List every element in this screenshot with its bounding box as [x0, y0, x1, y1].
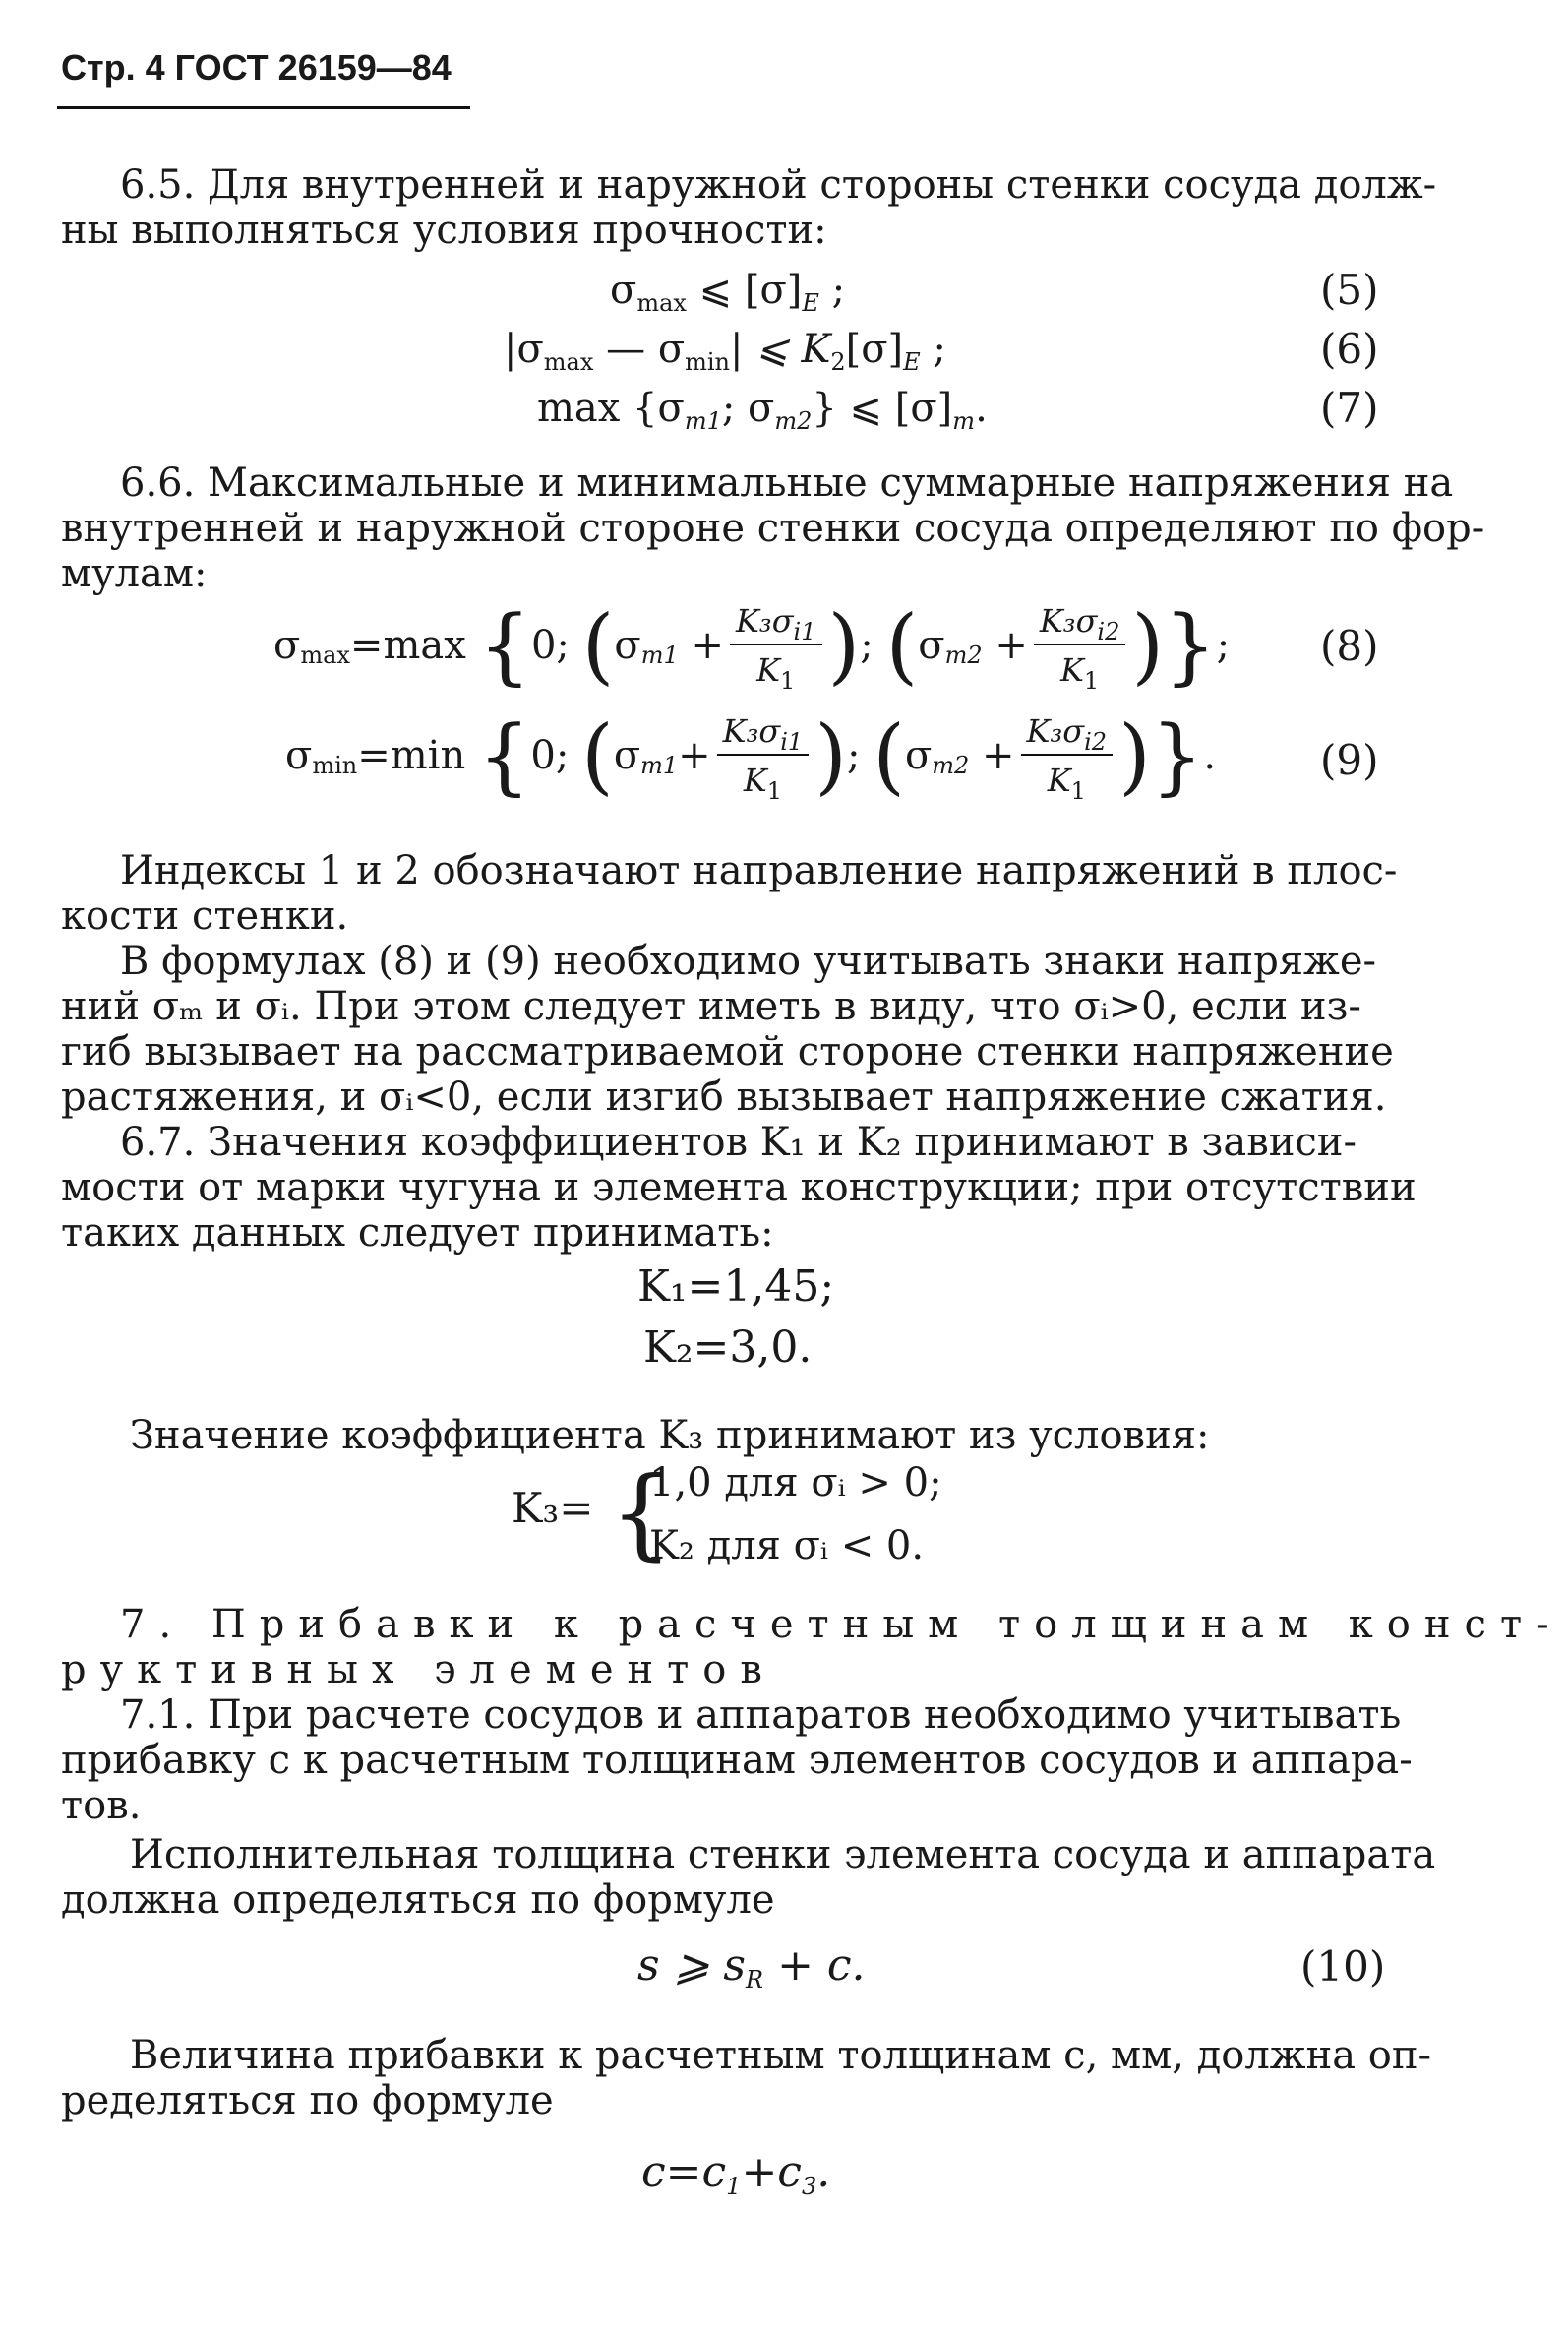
eq8-num-sub: i2 — [1097, 618, 1120, 645]
brace-open: { — [477, 707, 531, 804]
eq6-part: — σ — [593, 327, 686, 372]
eq9-sub: m1 — [640, 752, 679, 779]
eq7-sub: m — [952, 407, 976, 435]
s67-line-2: мости от марки чугуна и элемента конструкции; при отсутствии — [61, 1165, 1417, 1210]
s66-line-1: 6.6. Максимальные и минимальные суммарные напряжения на — [120, 460, 1454, 506]
eq6-sub: E — [903, 348, 921, 376]
eq8-sub: max — [300, 642, 350, 669]
eqc-part: +c — [741, 2147, 802, 2197]
eq6-part: | ⩽ K — [730, 327, 831, 372]
brace-close: } — [1164, 597, 1217, 694]
paren-open: ( — [885, 597, 919, 694]
eq7-part: . — [975, 386, 988, 431]
eq8-den: K — [1060, 651, 1084, 689]
eq8-fraction-2 — [1034, 602, 1126, 695]
eq8-num: K₃σ — [1039, 602, 1098, 640]
eq8-num-sub: i1 — [793, 618, 816, 645]
s65-line-1: 6.5. Для внутренней и наружной стороны стенки сосуда долж- — [120, 162, 1437, 208]
eq8-zero: 0; — [530, 623, 570, 668]
eq8-den-sub: 1 — [1083, 667, 1100, 695]
equation-5 — [610, 268, 846, 317]
eq9-sub: min — [312, 752, 358, 779]
header-rule — [57, 106, 470, 109]
brace-close: } — [1150, 707, 1204, 804]
equation-10-number: (10) — [1300, 1942, 1386, 1991]
eq8-fraction-1 — [730, 602, 822, 695]
eq10-part: + c. — [763, 1940, 866, 1991]
equation-7 — [537, 386, 988, 435]
eq6-sub: max — [543, 348, 594, 376]
k3-case-1: 1,0 для σᵢ > 0; — [649, 1460, 942, 1505]
s7-title-line-1: 7. Прибавки к расчетным толщинам конст- — [120, 1602, 1563, 1647]
s7-line-5: должна определяться по формуле — [61, 1877, 775, 1923]
equation-9-number: (9) — [1320, 736, 1379, 784]
k3-lhs: K₃= — [512, 1484, 594, 1532]
s66-line-3: мулам: — [61, 551, 208, 596]
paren-close: ) — [814, 707, 847, 804]
equation-6 — [504, 327, 946, 376]
eq7-part: } ⩽ [σ] — [812, 386, 953, 431]
eq9-num-sub: i1 — [780, 728, 804, 756]
eqc-sub: 3 — [801, 2173, 817, 2200]
eq9-lhs: σ — [285, 733, 313, 778]
paren-close: ) — [1131, 597, 1165, 694]
paren-open: ( — [581, 597, 615, 694]
paren-open: ( — [873, 707, 905, 804]
eq5-part: ⩽ [σ] — [686, 268, 803, 313]
eq9-num: K₃σ — [1026, 712, 1085, 750]
eq8-term: σ — [614, 623, 641, 668]
equation-c — [641, 2147, 831, 2200]
s65-line-2: ны выполняться условия прочности: — [61, 208, 827, 253]
equation-7-number: (7) — [1320, 384, 1379, 432]
s7-line-6: Величина прибавки к расчетным толщинам c, мм, должна оп- — [130, 2033, 1432, 2078]
brace-open: { — [478, 597, 531, 694]
eq9-fraction-1 — [717, 712, 810, 805]
s7-line-2: прибавку c к расчетным толщинам элементов сосудов и аппара- — [61, 1738, 1413, 1783]
s7-title-line-2: руктивных элементов — [61, 1647, 776, 1692]
k3-case-2: K₂ для σᵢ < 0. — [649, 1523, 925, 1568]
equation-5-number: (5) — [1320, 266, 1379, 314]
s67-line-1: 6.7. Значения коэффициентов K₁ и K₂ принимают в зависи- — [120, 1120, 1357, 1165]
eq5-sub: E — [802, 289, 819, 317]
eq9-plus: + — [982, 733, 1015, 778]
eqc-part: c=c — [641, 2147, 727, 2197]
eq8-plus: + — [691, 623, 724, 668]
eq8-sub: m1 — [640, 642, 679, 669]
equation-9 — [285, 707, 1217, 805]
equation-8-number: (8) — [1320, 622, 1379, 670]
paren-open: ( — [581, 707, 614, 804]
eq5-sub: max — [636, 289, 687, 317]
eq9-den: K — [1047, 762, 1071, 799]
s7-line-4: Исполнительная толщина стенки элемента сосуда и аппарата — [130, 1832, 1436, 1877]
eq10-part: s ⩾ s — [637, 1940, 746, 1991]
eqc-part: . — [816, 2147, 831, 2197]
s66-para2-line-3: гиб вызывает на рассматриваемой стороне стенки напряжение — [61, 1029, 1394, 1074]
s7-line-3: тов. — [61, 1783, 142, 1828]
equation-6-number: (6) — [1320, 325, 1379, 373]
s7-line-1: 7.1. При расчете сосудов и аппаратов необходимо учитывать — [120, 1692, 1402, 1738]
k3-brace: { — [610, 1455, 673, 1570]
eq9-op: =min — [357, 733, 466, 778]
paren-close: ) — [827, 597, 861, 694]
s7-line-7: ределяться по формуле — [61, 2078, 554, 2123]
eqc-sub: 1 — [726, 2173, 742, 2200]
s66-para2-line-1: В формулах (8) и (9) необходимо учитывать знаки напряже- — [120, 939, 1377, 984]
eq9-den-sub: 1 — [766, 777, 783, 805]
eq7-part: ; σ — [721, 386, 775, 431]
k3-text: Значение коэффициента K₃ принимают из условия: — [130, 1413, 1210, 1458]
eq9-den: K — [743, 762, 767, 799]
eq8-num: K₃σ — [735, 602, 794, 640]
eq8-plus: + — [995, 623, 1028, 668]
k2-value: K₂=3,0. — [643, 1322, 813, 1373]
eq7-sub: m2 — [774, 407, 813, 435]
eq8-den: K — [756, 651, 781, 689]
s66-line-2: внутренней и наружной стороне стенки сосуда определяют по фор- — [61, 506, 1485, 551]
s66-para2-line-4: растяжения, и σᵢ<0, если изгиб вызывает напряжение сжатия. — [61, 1074, 1387, 1120]
eq9-den-sub: 1 — [1070, 777, 1086, 805]
eq9-term: σ — [904, 733, 933, 778]
eq6-sub: min — [685, 348, 731, 376]
eq6-part: |σ — [504, 327, 544, 372]
s66-para1-line-1: Индексы 1 и 2 обозначают направление напряжений в плос- — [120, 848, 1398, 893]
eq9-fraction-2 — [1021, 712, 1114, 805]
eq7-part: max {σ — [537, 386, 685, 431]
page-header: Стр. 4 ГОСТ 26159—84 — [61, 47, 452, 88]
eq9-term: σ — [613, 733, 641, 778]
eq8-op: =max — [349, 623, 466, 668]
eq9-plus: + — [678, 733, 711, 778]
equation-8 — [273, 597, 1231, 695]
eq9-num: K₃σ — [722, 712, 781, 750]
eq10-sub: R — [746, 1966, 764, 1994]
eq8-den-sub: 1 — [780, 667, 796, 695]
eq8-term: σ — [918, 623, 945, 668]
eq8-tail: ; — [1216, 623, 1231, 668]
eq8-lhs: σ — [273, 623, 301, 668]
eq9-num-sub: i2 — [1084, 728, 1108, 756]
eq5-part: σ — [610, 268, 637, 313]
s66-para2-line-2: ний σₘ и σᵢ. При этом следует иметь в виду, что σᵢ>0, если из- — [61, 984, 1361, 1029]
eq9-tail: . — [1203, 733, 1217, 778]
k1-value: K₁=1,45; — [637, 1261, 835, 1312]
eq9-zero: 0; — [530, 733, 570, 778]
s67-line-3: таких данных следует принимать: — [61, 1210, 774, 1256]
paren-close: ) — [1118, 707, 1151, 804]
eq5-part: ; — [818, 268, 846, 313]
eq6-sub: 2 — [830, 348, 846, 376]
eq6-part: [σ] — [845, 327, 904, 372]
eq9-sub: m2 — [932, 752, 970, 779]
equation-10 — [637, 1940, 866, 1994]
eq6-part: ; — [920, 327, 946, 372]
eq7-sub: m1 — [684, 407, 722, 435]
eq8-sep: ; — [860, 623, 874, 668]
eq8-sub: m2 — [944, 642, 983, 669]
eq9-sep: ; — [846, 733, 861, 778]
s66-para1-line-2: кости стенки. — [61, 893, 349, 939]
